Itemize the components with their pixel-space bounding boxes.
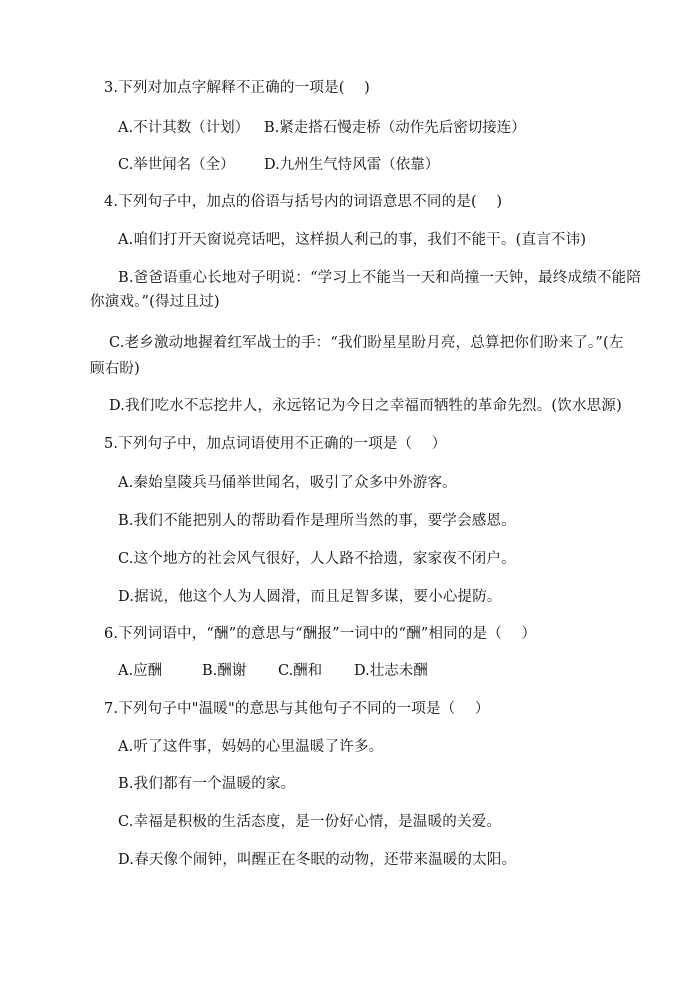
question-3-stem: 3.下列对加点字解释不正确的一项是( ) [104, 80, 370, 96]
question-4-option-a: A.咱们打开天窗说亮话吧，这样损人利己的事，我们不能干。(直言不讳) [118, 232, 587, 248]
question-3-options-row-1 [118, 118, 526, 138]
question-7-stem: 7.下列句子中"温暖"的意思与其他句子不同的一项是（ ） [104, 701, 490, 717]
question-4-option-b-line-2: 你演戏。”(得过且过) [90, 294, 220, 310]
question-4-option-c-line-1: C.老乡激动地握着红军战士的手：“我们盼星星盼月亮，总算把你们盼来了。”(左 [109, 335, 624, 351]
question-3-option-c: C.举世闻名（全） [118, 157, 235, 173]
question-5-option-d: D.据说，他这个人为人圆滑，而且足智多谋，要小心提防。 [118, 589, 502, 605]
question-4-option-c-line-2: 顾右盼) [90, 361, 140, 377]
question-7-option-a: A.听了这件事，妈妈的心里温暖了许多。 [118, 739, 384, 755]
question-6-options-row [118, 661, 428, 681]
question-6-option-c: C.酬和 [278, 663, 323, 679]
question-3-options-row-2 [118, 155, 439, 175]
question-6-option-a: A.应酬 [118, 663, 163, 679]
question-5-stem: 5.下列句子中，加点词语使用不正确的一项是（ ） [104, 436, 447, 452]
question-5-option-a: A.秦始皇陵兵马俑举世闻名，吸引了众多中外游客。 [118, 475, 457, 491]
question-4-stem: 4.下列句子中，加点的俗语与括号内的词语意思不同的是( ) [104, 194, 503, 210]
question-3-option-b: B.紧走搭石慢走桥（动作先后密切接连） [264, 120, 526, 136]
question-6-option-d: D.壮志未酬 [354, 663, 428, 679]
question-5-option-c: C.这个地方的社会风气很好，人人路不拾遗，家家夜不闭户。 [118, 551, 516, 567]
question-3-option-d: D.九州生气恃风雷（依靠） [264, 157, 440, 173]
question-7-option-d: D.春天像个闹钟，叫醒正在冬眠的动物，还带来温暖的太阳。 [118, 852, 517, 868]
question-3-option-a: A.不计其数（计划） [118, 120, 250, 136]
question-6-option-b: B.酬谢 [202, 663, 247, 679]
question-5-option-b: B.我们不能把别人的帮助看作是理所当然的事，要学会感恩。 [118, 513, 516, 529]
question-4-option-b-line-1: B.爸爸语重心长地对子明说：“学习上不能当一天和尚撞一天钟，最终成绩不能陪 [118, 270, 642, 286]
question-4-option-d: D.我们吃水不忘挖井人，永远铭记为今日之幸福而牺牲的革命先烈。(饮水思源) [109, 398, 622, 414]
question-7-option-b: B.我们都有一个温暖的家。 [118, 776, 296, 792]
question-6-stem: 6.下列词语中，“酬”的意思与“酬报”一词中的“酬”相同的是（ ） [104, 626, 537, 642]
question-7-option-c: C.幸福是积极的生活态度，是一份好心情，是温暖的关爱。 [118, 814, 502, 830]
